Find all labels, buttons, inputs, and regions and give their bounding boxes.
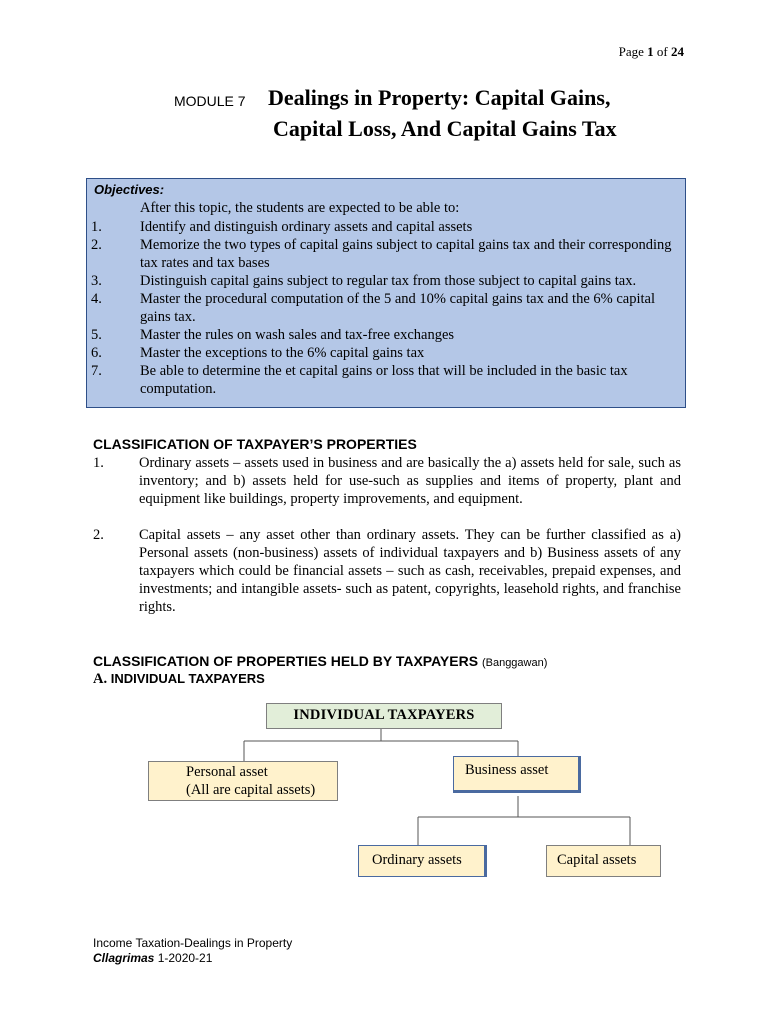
objectives-intro: After this topic, the students are expected to be able to: xyxy=(140,200,460,216)
diagram-node-capital-assets: Capital assets xyxy=(546,845,661,877)
footer-course: Income Taxation-Dealings in Property xyxy=(93,936,293,950)
section-heading-classification: CLASSIFICATION OF TAXPAYER’S PROPERTIES xyxy=(93,436,417,452)
objectives-box: Objectives: After this topic, the students are expected to be able to: 1. Identify and distinguish ordinary assets and capital assets 2. Memorize the two types of capital gains subject to capital gains tax and their corresponding tax rates and tax bases 3. Distinguish capital gains subject to regular tax from those subject to capital gains tax. 4. Master the procedural computation of the 5 and 10% capital gains tax and the 6% capital gains tax. 5. Master the rules on wash sales and tax-free exchanges 6. Master the exceptions to the 6% capital gains tax 7. Be able to determine the et capital gains or loss that will be included in the basic tax computation. xyxy=(86,178,686,408)
footer-author: Cllagrimas 1-2020-21 xyxy=(93,951,213,965)
classification-item: 2. Capital assets – any asset other than ordinary assets. They can be further classified as a) Personal assets (non-business) assets of individual taxpayers and b) Business assets of any taxpayers which could be financial assets – such as cash, receivables, prepaid expenses, and investments; and intangible assets- such as patent, copyrights, leasehold rights, and franchise rights. xyxy=(93,527,681,615)
objectives-heading: Objectives: xyxy=(94,182,165,197)
page-title-line-2: Capital Loss, And Capital Gains Tax xyxy=(273,116,617,141)
page-number: Page 1 of 24 xyxy=(618,44,684,59)
diagram-node-individual-taxpayers: INDIVIDUAL TAXPAYERS xyxy=(266,703,502,729)
diagram-node-ordinary-assets: Ordinary assets xyxy=(358,845,487,877)
diagram-node-personal-asset: Personal asset (All are capital assets) xyxy=(148,761,338,801)
subsection-heading: A. INDIVIDUAL TAXPAYERS xyxy=(93,671,265,687)
section-heading-held: CLASSIFICATION OF PROPERTIES HELD BY TAXPAYERS (Banggawan) xyxy=(93,653,548,669)
source-citation: (Banggawan) xyxy=(481,657,548,669)
diagram-node-business-asset: Business asset xyxy=(453,756,581,793)
classification-item: 1. Ordinary assets – assets used in business and are basically the a) assets held for sale, such as inventory; and b) assets held for use-such as supplies and items of property, plant and equipment like buildings, property improvements, and equipment. xyxy=(93,455,681,507)
module-label: MODULE 7 xyxy=(174,93,246,109)
page-title-line-1: Dealings in Property: Capital Gains, xyxy=(268,85,611,110)
